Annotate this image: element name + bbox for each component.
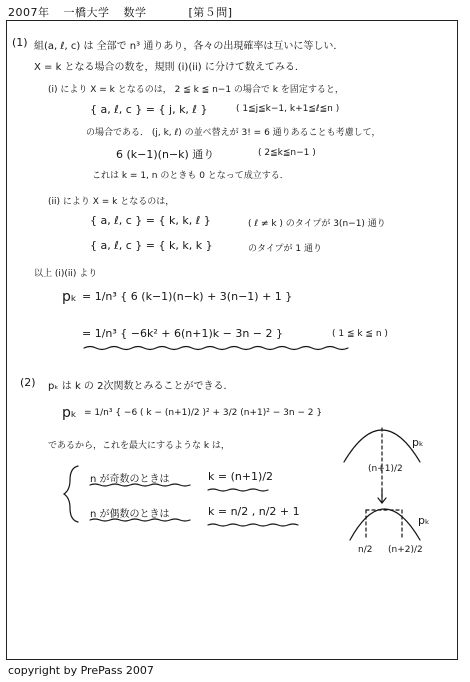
header-university: 一橋大学 <box>63 6 110 19</box>
graph2-label: pₖ <box>418 514 430 527</box>
pk-lhs-2: pₖ <box>62 405 77 421</box>
graph-arrow <box>378 490 386 503</box>
copyright-footer: copyright by PrePass 2007 <box>8 664 154 677</box>
pk-formula-2: = 1/n³ { −6k² + 6(n+1)k − 3n − 2 } <box>82 327 284 340</box>
even-case-value: k = n/2 , n/2 + 1 <box>208 505 300 518</box>
header-year: 2007年 <box>8 6 50 19</box>
case-i-cond: ( 1≦j≦k−1, k+1≦ℓ≦n ) <box>236 104 340 114</box>
part1-intro2: X = k となる場合の数を，規則 (i)(ii) に分けて数えてみる． <box>34 62 305 73</box>
graph2-tick1: n/2 <box>358 545 373 555</box>
pk-range: ( 1 ≦ k ≦ n ) <box>332 329 388 339</box>
case-ii-set2: { a, ℓ, c } = { k, k, k } <box>90 239 213 252</box>
odd-case-label: n が奇数のときは <box>90 474 170 485</box>
part2-line: であるから，これを最大にするような k は， <box>48 441 230 451</box>
part2-label: (2) <box>20 376 36 389</box>
odd-value-underline <box>208 489 268 491</box>
pk-lhs-1: pₖ <box>62 289 77 305</box>
even-case-label: n が偶数のときは <box>90 509 170 520</box>
header-problem: [第５問] <box>188 6 233 19</box>
case-i-tail: これは k = 1, n のときも 0 となって成立する． <box>92 171 289 181</box>
case-brace <box>64 466 78 522</box>
case-i-set: { a, ℓ, c } = { j, k, ℓ } <box>90 103 208 116</box>
case-i-count-cond: ( 2≦k≦n−1 ) <box>258 148 316 158</box>
part1-label: (1) <box>12 36 28 49</box>
case-ii-head: (ii) により X = k となるのは， <box>48 197 175 207</box>
graph1-tick: (n+1)/2 <box>368 464 403 474</box>
odd-case-value: k = (n+1)/2 <box>208 470 274 483</box>
case-i-head: (i) により X = k となるのは， 2 ≦ k ≦ n−1 の場合で k を固定すると， <box>48 85 344 95</box>
case-i-count: 6 (k−1)(n−k) 通り <box>116 148 215 161</box>
even-value-underline <box>208 524 298 526</box>
pk-formula-1: = 1/n³ { 6 (k−1)(n−k) + 3(n−1) + 1 } <box>82 290 293 303</box>
graph1-label: pₖ <box>412 436 424 449</box>
case-i-note: の場合である． (j, k, ℓ) の並べ替えが 3! = 6 通りあることも考慮して， <box>86 128 381 138</box>
case-ii-set1: { a, ℓ, c } = { k, k, ℓ } <box>90 214 211 227</box>
part2-intro: pₖ は k の 2次関数とみることができる． <box>48 381 234 392</box>
graph2-tick2: (n+2)/2 <box>388 545 423 555</box>
summary-line: 以上 (i)(ii) より <box>34 269 98 279</box>
odd-underline <box>90 484 190 486</box>
part1-intro1: 組(a, ℓ, c) は 全部で n³ 通りあり，各々の出現確率は互いに等しい． <box>34 41 344 52</box>
case-ii-cond2: のタイプが 1 通り <box>248 244 322 254</box>
even-underline <box>90 519 190 521</box>
header-subject: 数学 <box>123 6 147 19</box>
case-ii-cond1: ( ℓ ≠ k ) のタイプが 3(n−1) 通り <box>248 219 386 229</box>
graph2-parabola <box>350 509 420 540</box>
pk-formula-3: = 1/n³ { −6 ( k − (n+1)/2 )² + 3/2 (n+1)² − 3n − 2 } <box>84 408 323 418</box>
pk-formula-underline <box>84 347 348 350</box>
